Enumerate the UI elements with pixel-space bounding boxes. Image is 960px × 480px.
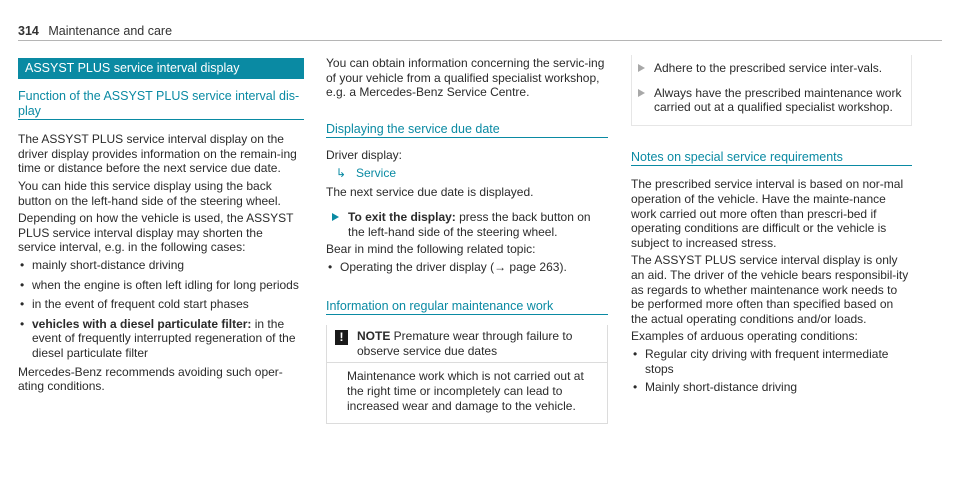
paragraph-related-topic: Bear in mind the following related topic:: [326, 242, 536, 257]
list-item: • in the event of frequent cold start phases: [18, 297, 304, 312]
paragraph-workshop: You can obtain information concerning the servic-ing of your vehicle from a qualified specialist workshop, e.g. a Mercedes-Benz Service Centre.: [326, 56, 605, 100]
column-left: [18, 58, 304, 394]
note-header: ! NOTE Premature wear through failure to observe service due dates: [327, 325, 607, 363]
step-arrow-icon: [332, 213, 339, 221]
heading-service-due-date: Displaying the service due date: [326, 122, 608, 139]
related-topic-link: • Operating the driver display (→ page 263).: [326, 260, 608, 275]
list-item: • vehicles with a diesel particulate filter: in the event of frequently interrupted regeneration of the diesel particulate filter: [18, 317, 304, 361]
instruction-step: Always have the prescribed maintenance work carried out at a qualified specialist workshop.: [632, 86, 911, 115]
subheading-function: Function of the ASSYST PLUS service interval dis-play: [18, 89, 304, 120]
paragraph-hide-display: You can hide this service display using the back button on the left-hand side of the steering wheel.: [18, 178, 281, 208]
paragraph-driver-responsibility: The ASSYST PLUS service interval display is only an aid. The driver of the vehicle bears responsibil-ity as regards to whether maintenance work needs to be performed more often than specified based on the actual operating conditions and/or loads.: [631, 253, 909, 326]
menu-path-service: ↳ Service: [336, 165, 397, 180]
column-middle: [326, 56, 608, 424]
heading-regular-maintenance: Information on regular maintenance work: [326, 299, 608, 316]
paragraph-next-service: The next service due date is displayed.: [326, 184, 534, 199]
paragraph-recommendation: Mercedes-Benz recommends avoiding such oper-ating conditions.: [18, 364, 283, 394]
list-item: • mainly short-distance driving: [18, 258, 304, 273]
instruction-step: To exit the display: press the back button on the left-hand side of the steering wheel.: [326, 210, 608, 239]
list-item: • Regular city driving with frequent intermediate stops: [631, 347, 912, 376]
paragraph-intro: The ASSYST PLUS service interval display on the driver display provides information on the remain-ing time or distance before the next service due date.: [18, 132, 297, 176]
list-item: • Mainly short-distance driving: [631, 380, 912, 395]
section-banner: ASSYST PLUS service interval display: [18, 58, 304, 79]
submenu-arrow-icon: ↳: [336, 165, 347, 180]
header-title: Maintenance and care: [48, 24, 173, 38]
paragraph-usage: Depending on how the vehicle is used, the ASSYST PLUS service interval display may shorten the service interval, e.g. in the following cases:: [18, 211, 294, 255]
note-box: [326, 325, 608, 424]
warning-icon: !: [335, 330, 348, 345]
note-body: Maintenance work which is not carried out at the right time or incompletely can lead to increased wear and damage to the vehicle.: [347, 369, 584, 413]
note-continuation-box: [631, 55, 912, 126]
instruction-step: Adhere to the prescribed service inter-vals.: [632, 61, 911, 76]
page-number: 314: [18, 24, 39, 38]
paragraph-prescribed-interval: The prescribed service interval is based on nor-mal operation of the vehicle. Have the mainte-nance work carried out more often than prescri-bed if operating conditions are difficult or the vehicle is subject to increased stress.: [631, 177, 904, 250]
paragraph-arduous-conditions: Examples of arduous operating conditions:: [631, 329, 858, 344]
list-item: • when the engine is often left idling for long periods: [18, 278, 304, 293]
header-divider: [18, 40, 942, 41]
step-arrow-icon: [638, 89, 645, 97]
heading-special-service: Notes on special service requirements: [631, 150, 912, 167]
step-arrow-icon: [638, 64, 645, 72]
column-right: [631, 55, 912, 395]
driver-display-label: Driver display:: [326, 148, 403, 163]
page-header: [18, 24, 172, 39]
